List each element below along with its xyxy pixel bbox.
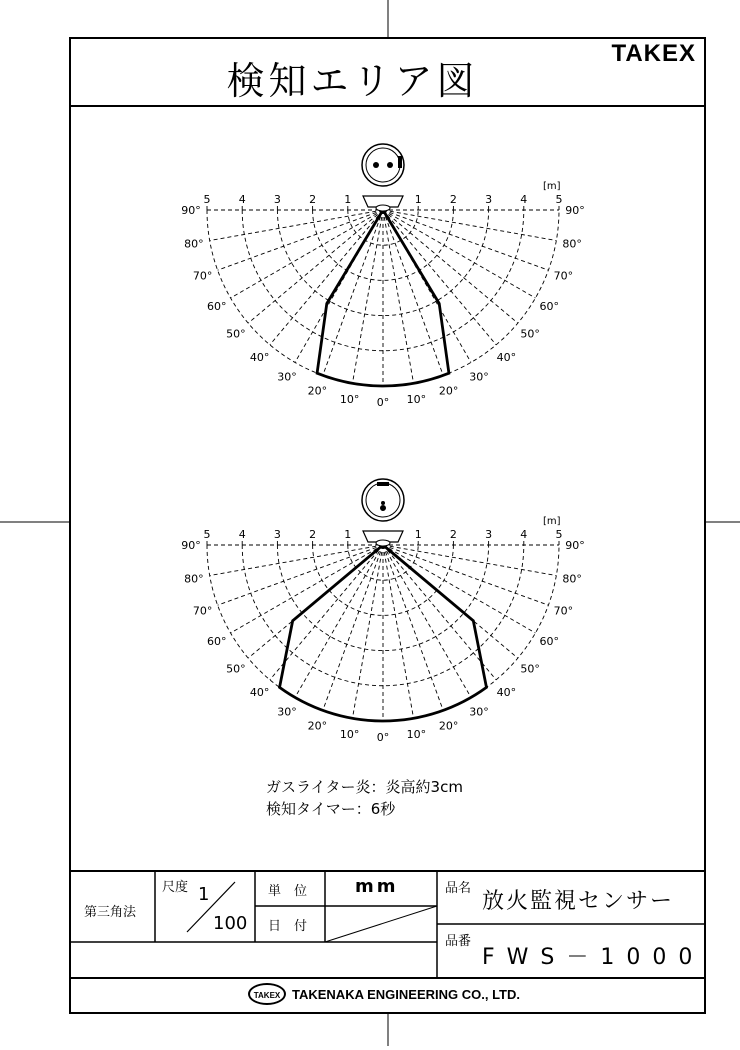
angle-label-right: 10° (406, 728, 427, 742)
distance-label: 5 (555, 193, 563, 206)
angle-label-left: 90° (181, 204, 201, 217)
note-flame: ガスライター炎：炎高約3cm (266, 778, 463, 796)
angle-label-left: 50° (226, 327, 246, 341)
angle-label-left: 30° (277, 705, 297, 719)
distance-label: 2 (449, 193, 457, 206)
company-name: TAKENAKA ENGINEERING CO., LTD. (292, 987, 520, 1002)
distance-label: 5 (555, 528, 563, 541)
distance-label: 2 (309, 528, 317, 541)
company-logo: TAKEX (248, 983, 286, 1005)
angle-label-right: 80° (562, 237, 582, 251)
angle-label-right: 70° (553, 604, 574, 618)
scale-numerator: 1 (198, 884, 210, 905)
angle-label-left: 50° (226, 662, 246, 676)
product-name-label: 品名 (445, 881, 472, 896)
product-code-label: 品番 (445, 934, 472, 949)
angle-label-left: 10° (339, 393, 360, 407)
angle-label-left: 80° (184, 572, 204, 586)
distance-label: 5 (203, 193, 211, 206)
distance-label: 2 (449, 528, 457, 541)
note-timer: 検知タイマー：6秒 (266, 800, 396, 818)
distance-label: 3 (485, 193, 493, 206)
distance-label: 4 (520, 193, 528, 206)
center-angle-label: 0° (376, 396, 390, 409)
angle-label-right: 30° (469, 705, 489, 719)
scale-label: 尺度 (162, 880, 189, 895)
angle-label-left: 30° (277, 370, 297, 384)
angle-label-left: 70° (192, 269, 213, 283)
angle-label-right: 50° (520, 662, 540, 676)
distance-label: 3 (485, 528, 493, 541)
angle-label-left: 20° (307, 384, 328, 398)
angle-label-left: 10° (339, 728, 360, 742)
product-code: FWS－1000 (482, 945, 705, 970)
product-name: 放火監視センサー (482, 889, 675, 914)
angle-label-right: 50° (520, 327, 540, 341)
distance-label: 4 (238, 528, 246, 541)
date-label: 日 付 (268, 919, 308, 934)
sensor-mark-icon (377, 482, 389, 486)
unit-label: 単 位 (268, 884, 308, 899)
angle-ray (383, 545, 548, 605)
angle-label-right: 30° (469, 370, 489, 384)
sensor-dot-icon (380, 505, 386, 511)
angle-label-right: 90° (565, 539, 585, 552)
distance-label: 2 (309, 193, 317, 206)
angle-label-right: 70° (553, 269, 574, 283)
angle-label-left: 90° (181, 539, 201, 552)
angle-ray (383, 545, 496, 680)
sensor-lens-icon (376, 540, 390, 546)
angle-label-right: 20° (438, 384, 459, 398)
angle-label-right: 40° (496, 686, 517, 700)
angle-label-left: 80° (184, 237, 204, 251)
unit-label: [m] (543, 181, 561, 192)
distance-label: 5 (203, 528, 211, 541)
angle-label-left: 70° (192, 604, 213, 618)
distance-label: 3 (273, 193, 281, 206)
angle-label-right: 40° (496, 351, 517, 365)
angle-label-right: 90° (565, 204, 585, 217)
angle-ray (270, 545, 383, 680)
projection-label: 第三角法 (84, 905, 137, 920)
angle-label-right: 10° (406, 393, 427, 407)
distance-label: 1 (414, 193, 422, 206)
distance-label: 4 (238, 193, 246, 206)
distance-label: 3 (273, 528, 281, 541)
brand-logo: TAKEX (611, 40, 696, 67)
distance-label: 1 (344, 528, 352, 541)
distance-label: 1 (344, 193, 352, 206)
angle-label-left: 40° (249, 686, 270, 700)
angle-label-right: 20° (438, 719, 459, 733)
center-angle-label: 0° (376, 731, 390, 744)
distance-label: 4 (520, 528, 528, 541)
angle-label-right: 60° (539, 300, 560, 313)
angle-label-right: 80° (562, 572, 582, 586)
angle-label-left: 20° (307, 719, 328, 733)
distance-label: 1 (414, 528, 422, 541)
angle-label-left: 60° (206, 300, 227, 313)
unit-value: mm (355, 876, 399, 897)
angle-label-left: 40° (249, 351, 270, 365)
angle-label-right: 60° (539, 635, 560, 648)
page-title: 検知エリア図 (226, 59, 479, 103)
angle-label-left: 60° (206, 635, 227, 648)
scale-denominator: 100 (213, 913, 248, 934)
sensor-dot-icon (381, 501, 385, 505)
unit-label: [m] (543, 516, 561, 527)
